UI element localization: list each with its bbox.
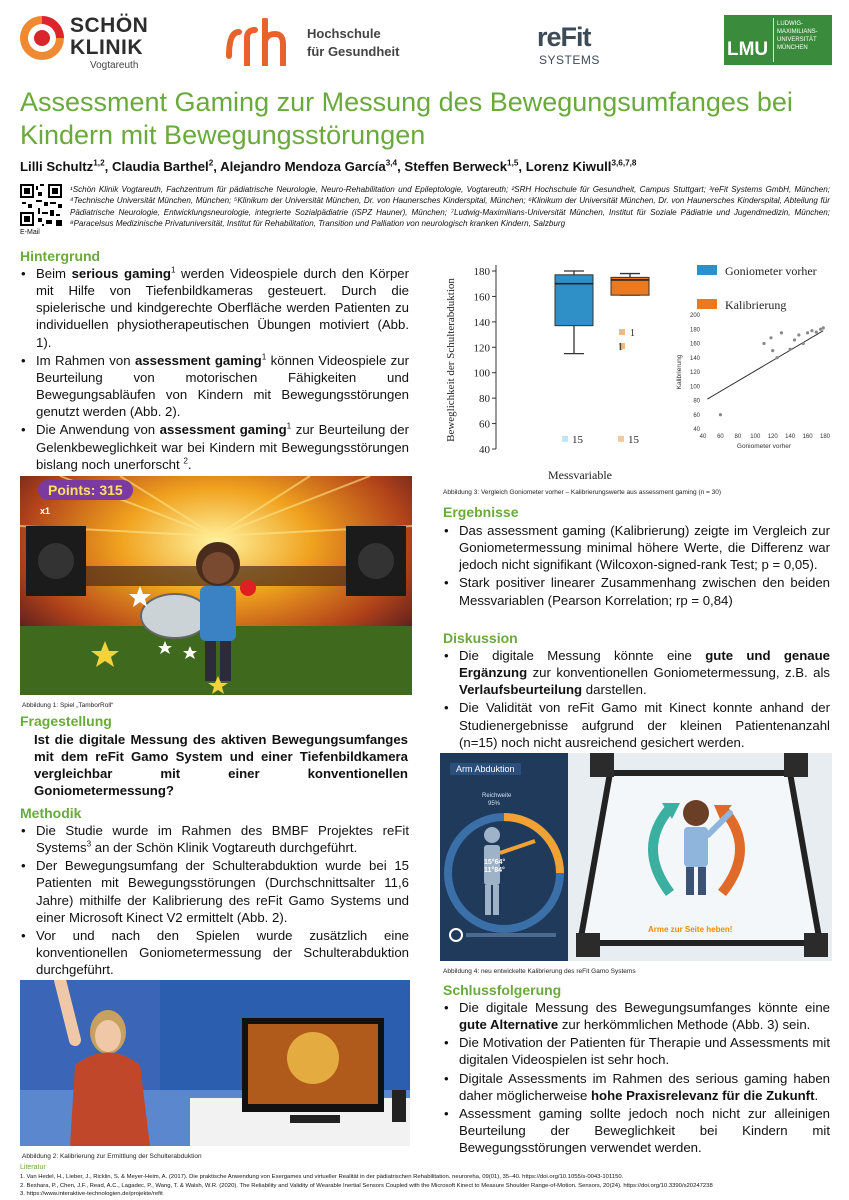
- reference-item: 1. Van Hedel, H., Lieber, J., Ricklin, S. & Meyer-Heim, A. (2017). Die praktische Anwendung von Exergames und virtueller Realität in der pädiatrischen Rehabilitation. neuroreha, 09(01), 35–40. https://doi.org/10.1055/s-0043-101150.: [20, 1174, 624, 1180]
- scatter-point: [719, 413, 722, 416]
- x-tick-label: 40: [699, 434, 707, 440]
- x-tick-label: 60: [717, 434, 724, 440]
- refit-word: reFit: [537, 22, 591, 52]
- section-heading-literatur: Literatur: [20, 1164, 46, 1171]
- author-line: [20, 159, 636, 174]
- scatter-point: [793, 338, 796, 341]
- game-multiplier: x1: [40, 506, 51, 516]
- list-item: • Der Bewegungsumfang der Schulterabduktion wurde bei 15 Patienten mit Bewegungsstörungen (Durchschnittsalter 11,6 Jahre) mithilfe der Kalibrierung des reFit Gamo Systems und einer Microsoft Kinect V2 ermittelt (Abb. 2).: [20, 857, 409, 926]
- reference-item: 2. Beshara, P., Chen, J.F., Read, A.C., Lagadec, P., Wang, T. & Walsh, W.R. (2020). The Reliability and Validity of Wearable Inertial Sensors Coupled with the Microsoft Kinect to Measure Shoulder Range-of-Motion. Sensors, 20(24). https://doi.org/10.3390/s20247238: [20, 1182, 713, 1189]
- reference-list: [20, 1173, 830, 1199]
- scatter-point: [769, 336, 772, 339]
- scatter-point: [771, 349, 774, 352]
- email-label[interactable]: E-Mail: [20, 229, 40, 236]
- figure-2-caption: Abbildung 2: Kalibrierung zur Ermittlung der Schulterabduktion: [22, 1153, 202, 1160]
- ergebnisse-list: [443, 522, 830, 610]
- y-axis-label: Kalibrierung: [676, 354, 683, 390]
- list-item: • Assessment gaming sollte jedoch noch nicht zur alleinigen Beurteilung der Beweglichkeit bei Kindern mit Bewegungsstörungen verwendet werden.: [443, 1105, 830, 1156]
- fragestellung-text: Ist die digitale Messung des aktiven Bewegungsumfanges mit dem reFit Gamo System und einer Tiefenbildkamera vergleichbar mit einer konventionellen Goniometermessung?: [34, 732, 408, 799]
- legend-label: Kalibrierung: [725, 298, 787, 312]
- y-tick-label: 60: [693, 412, 700, 419]
- calib-angle-1: 15°64°: [484, 859, 506, 866]
- box-body: [555, 275, 593, 326]
- scatter-point: [780, 331, 783, 334]
- x-tick-label: 180: [819, 434, 831, 440]
- y-tick-label: 180: [473, 266, 490, 278]
- refit-sub: SYSTEMS: [539, 53, 600, 67]
- y-tick-label: 140: [689, 355, 700, 362]
- figure-3-caption: Abbildung 3: Vergleich Goniometer vorher – Kalibrierungswerte aus assessment gaming (n = 30): [443, 489, 722, 496]
- srh-line1: Hochschule: [307, 26, 381, 41]
- y-tick-label: 60: [479, 418, 490, 431]
- x-tick-label: 160: [802, 434, 813, 440]
- game-points-display: Points: 315: [38, 480, 133, 500]
- y-tick-label: 160: [689, 341, 700, 348]
- legend-swatch: [697, 299, 717, 309]
- scatter-point: [762, 342, 765, 345]
- scatter-point: [797, 333, 800, 336]
- n-marker: [562, 436, 568, 442]
- schoen-line2: KLINIK: [70, 36, 143, 59]
- calib-reach-label: Reichweite: [482, 793, 512, 799]
- y-tick-label: 100: [689, 384, 700, 391]
- calibration-screen-illustration: [440, 753, 832, 961]
- list-item: • Stark positiver linearer Zusammenhang zwischen den beiden Messvariablen (Pearson Korrelation; rp = 0,84): [443, 574, 830, 608]
- lmu-line4: MÜNCHEN: [777, 45, 808, 51]
- author: Steffen Berweck$^{1,5}$,: [404, 158, 526, 174]
- scatter-point: [789, 348, 792, 351]
- schlussfolgerung-list: [443, 999, 830, 1157]
- y-tick-label: 180: [689, 327, 700, 334]
- x-axis-label: Goniometer vorher: [736, 443, 792, 450]
- lmu-line1: LUDWIG-: [777, 21, 803, 27]
- n-label: 15: [628, 433, 639, 446]
- lmu-divider: [773, 18, 774, 62]
- figure-1-caption: Abbildung 1: Spiel „TamborRoll“: [22, 702, 114, 709]
- lmu-line3: UNIVERSITÄT: [777, 37, 817, 43]
- n-label: 15: [572, 433, 583, 446]
- y-tick-label: 80: [693, 398, 700, 405]
- section-heading-methodik: Methodik: [20, 805, 82, 821]
- box-outlier-label: 1: [630, 328, 635, 340]
- list-item: • Die Anwendung von assessment gaming$^1$ zur Beurteilung der Gelenkbeweglichkeit war bei Kindern mit Bewegungsstörungen bislang noch unerforscht $^2$.: [20, 421, 409, 472]
- y-tick-label: 40: [479, 444, 490, 456]
- methodik-list: [20, 822, 409, 979]
- x-tick-label: 80: [734, 434, 742, 440]
- x-tick-label: 120: [767, 434, 778, 440]
- affiliations: ¹Schön Klinik Vogtareuth, Fachzentrum für pädiatrische Neurologie, Neuro-Rehabilitation und Epileptologie, Vogtareuth; ²SRH Hochschule für Gesundheit, Campus Stuttgart; ³reFit Systems GmbH, München; ⁴Technische Universität München, München; ⁵Klinikum der Universität München, Dr. von Haunersches Kinderspital, München; ⁶Klinikum der Universität München, Dr. von Haunersches Kinderspital, Abteilung für Pädiatrische Neurologie, Entwicklungsneurologie, integrierte Sozialpädiatrie (iSPZ Hauner), München; ⁷Ludwig-Maximilians-Universität München, Institut für Soziale Pädiatrie und Jugendmedizin, München; ⁸Paracelsus Medizinische Privatuniversität, Institut für Rehabilitation, Transition und Palliation von neurologisch kranken Kindern, Salzburg: [70, 185, 830, 228]
- x-tick-label: 140: [785, 434, 796, 440]
- list-item: • Die Motivation der Patienten für Therapie und Assessments mit digitalen Videospielen ist sehr hoch.: [443, 1034, 830, 1068]
- schoen-sub: Vogtareuth: [90, 60, 139, 71]
- reference-item: 3. https://www.interaktive-technologien.de/projekte/refit: [20, 1191, 163, 1198]
- list-item: • Die Studie wurde im Rahmen des BMBF Projektes reFit Systems$^3$ an der Schön Klinik Vogtareuth durchgeführt.: [20, 822, 409, 856]
- y-tick-label: 80: [479, 393, 490, 406]
- srh-mark-icon: [225, 18, 287, 66]
- scatter-point: [806, 331, 809, 334]
- figure-2-calibration-photo: [20, 980, 410, 1146]
- x-tick-label: 100: [750, 434, 761, 440]
- calib-reach-percent: 95%: [488, 801, 501, 807]
- srh-line2: für Gesundheit: [307, 44, 400, 59]
- hintergrund-list: [20, 265, 409, 474]
- list-item: • Vor und nach den Spielen wurde zusätzlich eine konventionellen Goniometermessung der Schulterabduktion durchgeführt.: [20, 927, 409, 978]
- n-marker: [618, 436, 624, 442]
- section-heading-hintergrund: Hintergrund: [20, 248, 101, 264]
- scatter-point: [815, 331, 818, 334]
- calib-title: Arm Abduktion: [450, 763, 521, 775]
- list-item: • Beim serious gaming$^1$ werden Videospiele durch den Körper mit Hilfe von Tiefenbildkameras gesteuert. Durch die spielerische und kindgerechte Oberfläche werden Patienten zu individuellen physiotherapeutischen Übungen motiviert (Abb. 1).: [20, 265, 409, 351]
- list-item: • Die digitale Messung des Bewegungsumfanges könnte eine gute Alternative zur herkömmlichen Methode (Abb. 3) sein.: [443, 999, 830, 1033]
- diskussion-list: [443, 647, 830, 752]
- game-scene-illustration: [20, 476, 412, 695]
- calib-instruction-banner: Arme zur Seite heben!: [648, 925, 733, 934]
- scatter-chart: [675, 253, 832, 485]
- logo-srh: [225, 18, 415, 70]
- list-item: • Digitale Assessments im Rahmen des serious gaming haben daher möglicherweise hohe Praxisrelevanz für die Zukunft.: [443, 1070, 830, 1104]
- author: Claudia Barthel$^2$,: [111, 158, 221, 174]
- list-item: • Die digitale Messung könnte eine gute und genaue Ergänzung zur konventionellen Goniometermessung, z.B. als Verlaufsbeurteilung darstellen.: [443, 647, 830, 698]
- scatter-point: [810, 329, 813, 332]
- list-item: • Im Rahmen von assessment gaming$^1$ können Videospiele zur Beurteilung von motorischen Fähigkeiten und Bewegungsabläufen von Kindern mit Bewegungsstörungen genutzt werden (Abb. 2).: [20, 352, 409, 421]
- box-outlier: [619, 329, 625, 335]
- legend-label: Goniometer vorher: [725, 264, 817, 278]
- logo-refit: [537, 22, 607, 70]
- scatter-point: [802, 342, 805, 345]
- y-tick-label: 100: [473, 367, 490, 380]
- x-axis-label: Messvariable: [548, 468, 612, 482]
- box-outlier-label: 1: [618, 342, 623, 354]
- figure-4-caption: Abbildung 4: neu entwickelte Kalibrierung des reFit Gamo Systems: [443, 968, 636, 975]
- y-tick-label: 200: [689, 313, 700, 319]
- y-axis-label: Beweglichkeit der Schulterabduktion: [445, 278, 457, 442]
- logo-schoen-klinik: [18, 12, 158, 74]
- schoen-swirl-icon: [18, 14, 66, 62]
- calibration-photo-illustration: [20, 980, 410, 1146]
- y-tick-label: 40: [693, 427, 700, 433]
- section-heading-diskussion: Diskussion: [443, 630, 518, 646]
- scatter-point: [775, 356, 778, 359]
- author: Alejandro Mendoza García$^{3,4}$,: [220, 158, 405, 174]
- list-item: • Die Validität von reFit Gamo mit Kinect konnte anhand der Studienergebnisse aufgrund der kleinen Patientenanzahl (n=15) noch nicht ausreichend gesichert werden.: [443, 699, 830, 750]
- y-tick-label: 120: [689, 370, 700, 376]
- author: Lilli Schultz$^{1,2}$,: [20, 158, 112, 174]
- calib-angle-2: 11°84°: [484, 867, 505, 874]
- section-heading-schlussfolgerung: Schlussfolgerung: [443, 982, 562, 998]
- boxplot-chart: [440, 253, 675, 485]
- list-item: • Das assessment gaming (Kalibrierung) zeigte im Vergleich zur Goniometermessung minimal höhere Werte, die Differenz war jedoch nicht signifikant (Wilcoxon-signed-rank Test; p = 0,05).: [443, 522, 830, 573]
- y-tick-label: 120: [473, 342, 490, 355]
- lmu-line2: MAXIMILIANS-: [777, 29, 818, 35]
- figure-3-charts: [440, 253, 832, 485]
- logo-lmu: [724, 15, 832, 65]
- schoen-line1: SCHÖN: [70, 14, 149, 37]
- section-heading-ergebnisse: Ergebnisse: [443, 504, 519, 520]
- poster-title: Assessment Gaming zur Messung des Bewegungsumfanges bei Kindern mit Bewegungsstörungen: [20, 87, 793, 150]
- scatter-point: [822, 326, 825, 329]
- author: Lorenz Kiwull$^{3,6,7,8}$: [525, 158, 637, 174]
- legend-swatch: [697, 265, 717, 275]
- figure-4-calibration-screen: [440, 753, 832, 961]
- y-tick-label: 160: [473, 291, 490, 304]
- figure-1-tamborroll: [20, 476, 412, 695]
- qr-code-icon[interactable]: [20, 184, 62, 226]
- fit-line: [707, 331, 823, 399]
- y-tick-label: 140: [473, 316, 490, 329]
- section-heading-fragestellung: Fragestellung: [20, 713, 112, 729]
- lmu-word: LMU: [727, 39, 769, 60]
